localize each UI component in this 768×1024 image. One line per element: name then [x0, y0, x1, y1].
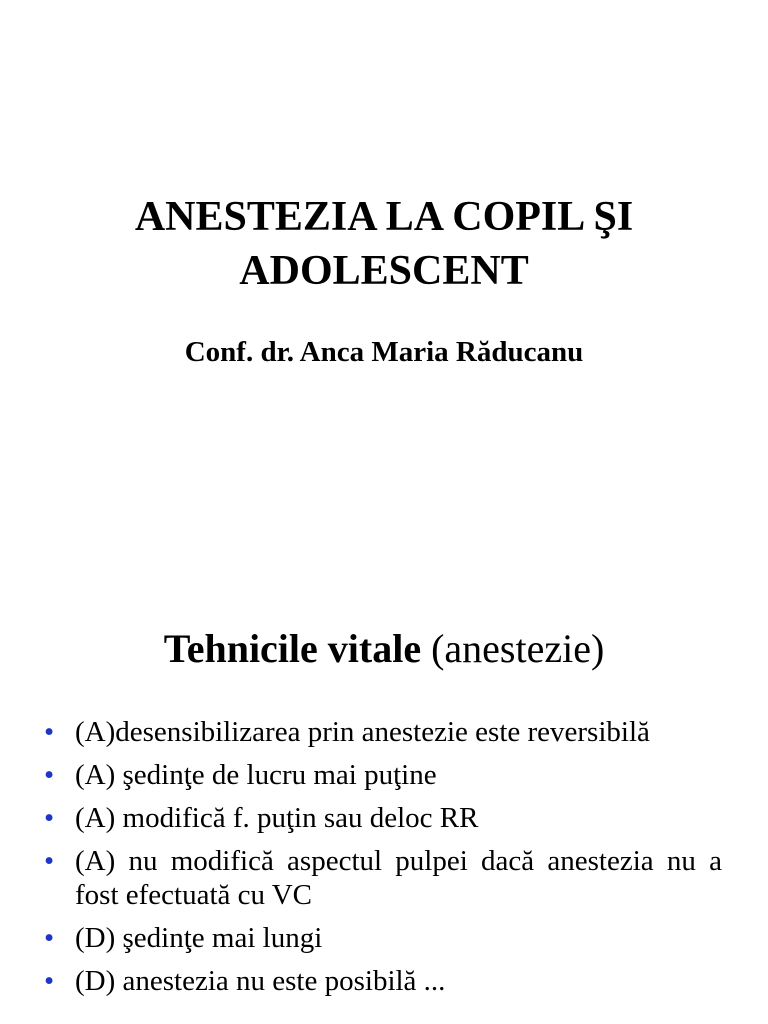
list-item-text: (A) şedinţe de lucru mai puţine — [75, 759, 437, 791]
bullet-icon: • — [44, 716, 55, 748]
title-line-1: ANESTEZIA LA COPIL ŞI — [134, 194, 634, 240]
slide-title-bold: Tehnicile vitale — [163, 626, 422, 671]
slide-title — [0, 624, 768, 674]
list-item — [44, 758, 722, 792]
list-item-text: (D) anestezia nu este posibilă ... — [75, 965, 446, 997]
list-item-text: (D) şedinţe mai lungi — [75, 922, 323, 954]
list-item — [44, 844, 722, 912]
list-item-text: (A) modifică f. puţin sau deloc RR — [75, 802, 479, 834]
list-item — [44, 715, 722, 749]
list-item — [44, 801, 722, 835]
list-item — [44, 921, 722, 955]
author-name: Conf. dr. Anca Maria Răducanu — [184, 336, 584, 368]
presentation-title — [0, 190, 768, 298]
content-slide — [0, 576, 768, 1024]
bullet-icon: • — [44, 845, 55, 877]
list-item-text: (A)desensibilizarea prin anestezie este reversibilă — [75, 716, 650, 748]
title-line-2: ADOLESCENT — [239, 248, 529, 294]
bullet-icon: • — [44, 965, 55, 997]
bullet-icon: • — [44, 922, 55, 954]
bullet-icon: • — [44, 759, 55, 791]
list-item-text: (A) nu modifică aspectul pulpei dacă anestezia nu a fost efectuată cu VC — [75, 845, 722, 911]
list-item — [44, 964, 722, 998]
bullet-icon: • — [44, 802, 55, 834]
bullet-list — [44, 715, 722, 1007]
slide-title-normal: (anestezie) — [431, 626, 605, 671]
